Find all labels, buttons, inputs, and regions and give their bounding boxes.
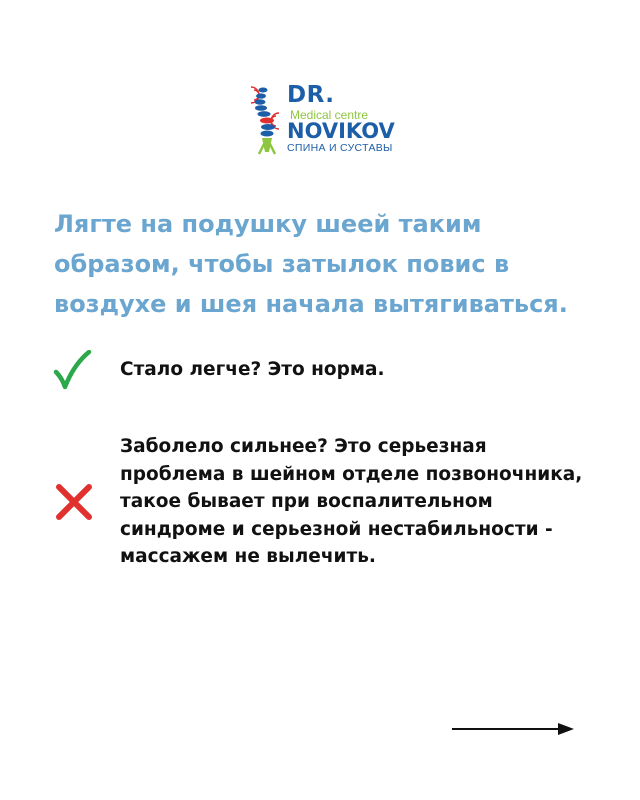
result-better-text: Стало легче? Это норма. — [120, 359, 385, 380]
logo-tagline: СПИНА И СУСТАВЫ — [287, 142, 393, 154]
result-worse-line: такое бывает при воспалительном — [120, 491, 493, 512]
headline-line: воздухе и шея начала вытягиваться. — [54, 290, 568, 318]
spine-logo-icon — [250, 82, 284, 156]
logo-title-line2: NOVIKOV — [287, 119, 395, 143]
headline-line: образом, чтобы затылок повис в — [54, 250, 510, 278]
check-icon — [52, 350, 92, 390]
result-worse-line: массажем не вылечить. — [120, 546, 376, 567]
result-worse-line: проблема в шейном отделе позвоночника, — [120, 463, 583, 485]
cross-icon — [55, 483, 93, 521]
brand-logo — [250, 82, 400, 156]
logo-title-line1: DR. — [287, 82, 335, 108]
headline-line: Лягте на подушку шеей таким — [54, 210, 482, 238]
instruction-headline — [54, 204, 594, 324]
result-worse-line: Заболело сильнее? Это серьезная — [120, 436, 487, 457]
result-worse-text — [120, 433, 582, 571]
result-worse-line: синдроме и серьезной нестабильности - — [120, 518, 553, 540]
logo-subtitle: Medical centre — [290, 108, 369, 122]
arrow-right-icon[interactable] — [450, 721, 576, 737]
